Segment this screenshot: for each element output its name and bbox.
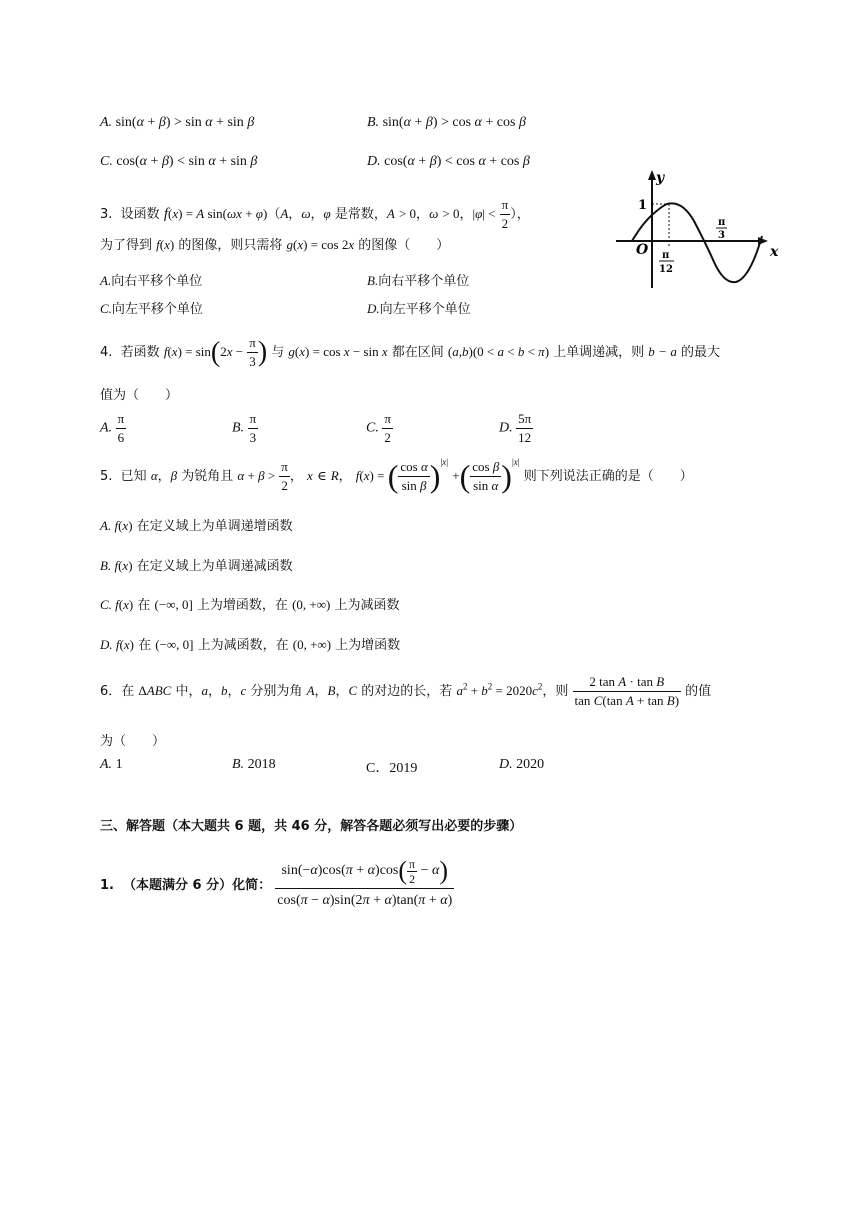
q6-question-line2: 为（ ） [100, 734, 166, 749]
q3-question-line2: 为了得到 f(x) 的图像，则只需将 g(x) = cos 2x 的图像（ ） [100, 237, 450, 253]
tick-pi-over-12-denominator: 12 [659, 264, 673, 275]
q2-option-d: D. cos(α + β) < cos α + cos β [367, 154, 530, 169]
y-axis-label: y [656, 170, 665, 186]
q3-question-line1: 3. 设函数 f(x) = A sin(ωx + φ)（A，ω，φ 是常数，A > 0，ω > 0，|φ| < $\frac{\pi}{2}$ ）， [100, 197, 530, 231]
q5-option-d: D. f(x) 在 (−∞, 0] 上为减函数，在 (0, +∞) 上为增函数 [100, 637, 401, 653]
q4-question-line1: 4. 若函数 f(x) = sin(2x − $\frac{\pi}{3}$ ) 与 g(x) = cos x − sin x 都在区间 (a,b)(0 < a < b < π) 上单调递减，则 b − a 的最大 [100, 335, 721, 369]
q4-option-a: A. $\frac{\pi}{6}$ [100, 411, 125, 445]
q4-option-c: C. $\frac{\pi}{2}$ [366, 411, 391, 445]
q5-question-line1: 5. 已知 α，β 为锐角且 α + β > $\frac{\pi}{2}$ ， x ∈ R， f(x) = ( $\frac{\text{cos α}}{\text{sin β}}$ )$^{|x|}$ +( $\frac{\text{cos β}}{\text{sin α}}$ )$^{|x|}$ 则下列说法正确的是（ ） [100, 456, 693, 494]
section3-q1: 1. （本题满分 6 分）化简： sin(−α)cos(π + α)cos( $\frac{\pi}{2}$ − α) cos(π − α)sin(2π + α)tan(π + α) [100, 856, 453, 909]
q4-option-b: B. $\frac{\pi}{3}$ [232, 411, 257, 445]
q6-question-line1: 6．在 ΔABC 中，a，b，c 分别为角 A，B，C 的对边的长，若 $a^2 + b^2 = 2020c^2$，则 $\frac{\text{2 tan A · tan B}}{\text{tan C(tan A + tan B)}}$ 的值 [100, 674, 712, 708]
q6-option-c: C．2019 [366, 761, 418, 776]
q3-sine-graph [612, 166, 784, 290]
x-axis-label: x [770, 244, 779, 260]
q2-option-b: B. sin(α + β) > cos α + cos β [367, 115, 526, 130]
tick-pi-over-3-denominator: 3 [718, 230, 725, 241]
q2-option-a: A. sin(α + β) > sin α + sin β [100, 115, 255, 130]
q3-option-a: A.向右平移个单位 [100, 273, 203, 289]
y-tick-label: 1 [638, 198, 648, 213]
q3-option-c: C.向左平移个单位 [100, 301, 203, 317]
q5-option-b: B. f(x) 在定义域上为单调递减函数 [100, 558, 293, 574]
origin-label: O [636, 242, 649, 258]
q5-option-a: A. f(x) 在定义域上为单调递增函数 [100, 518, 293, 534]
q6-option-b: B. 2018 [232, 757, 276, 772]
q5-option-c: C. f(x) 在 (−∞, 0] 上为增函数，在 (0, +∞) 上为减函数 [100, 597, 400, 613]
tick-pi-over-12-numerator: π [662, 250, 670, 261]
q2-option-c: C. cos(α + β) < sin α + sin β [100, 154, 258, 169]
y-axis-arrow-icon [648, 170, 656, 180]
q4-question-line2: 值为（ ） [100, 388, 179, 403]
q4-option-d: D. $\frac{5\pi}{12}$ [499, 411, 532, 445]
tick-pi-over-3-numerator: π [718, 217, 726, 228]
q6-option-d: D. 2020 [499, 757, 545, 772]
q3-option-d: D.向左平移个单位 [367, 301, 471, 317]
q3-option-b: B.向右平移个单位 [367, 273, 470, 289]
section3-heading: 三、解答题（本大题共 6 题，共 46 分，解答各题必须写出必要的步骤） [100, 819, 523, 834]
q6-option-a: A. 1 [100, 757, 123, 772]
